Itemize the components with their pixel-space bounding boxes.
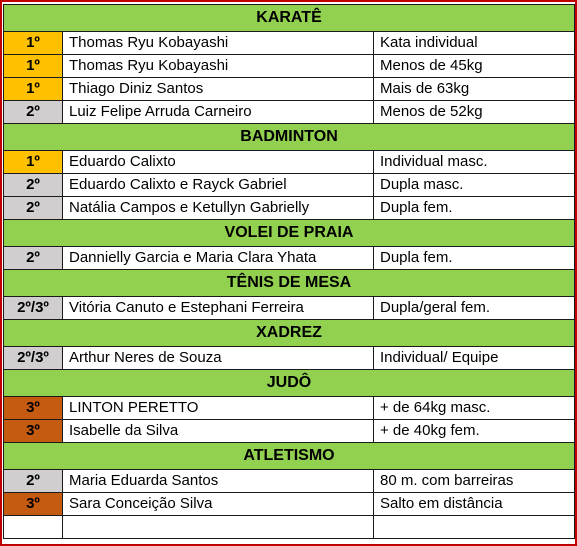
sport-header-row xyxy=(4,270,575,297)
event-cell: + de 40kg fem. xyxy=(374,420,575,443)
results-body xyxy=(4,5,575,539)
event-cell: Menos de 45kg xyxy=(374,55,575,78)
placement-cell: 2º xyxy=(4,247,63,270)
result-row xyxy=(4,55,575,78)
athlete-name-cell: Natália Campos e Ketullyn Gabrielly xyxy=(63,197,374,220)
athlete-name-cell: Dannielly Garcia e Maria Clara Yhata xyxy=(63,247,374,270)
sport-title: JUDÔ xyxy=(4,370,575,397)
results-table xyxy=(3,4,575,539)
sport-header-row xyxy=(4,220,575,247)
event-cell: Individual masc. xyxy=(374,151,575,174)
athlete-name-cell: Isabelle da Silva xyxy=(63,420,374,443)
result-row xyxy=(4,493,575,516)
athlete-name-cell: Arthur Neres de Souza xyxy=(63,347,374,370)
event-cell: Mais de 63kg xyxy=(374,78,575,101)
placement-cell: 2º xyxy=(4,174,63,197)
event-cell: Individual/ Equipe xyxy=(374,347,575,370)
empty-row xyxy=(4,516,575,539)
sport-header-row xyxy=(4,5,575,32)
sport-header-row xyxy=(4,320,575,347)
result-row xyxy=(4,297,575,320)
result-row xyxy=(4,32,575,55)
result-row xyxy=(4,420,575,443)
placement-cell: 3º xyxy=(4,397,63,420)
placement-cell: 1º xyxy=(4,55,63,78)
sport-header-row xyxy=(4,124,575,151)
placement-cell: 2º/3º xyxy=(4,297,63,320)
athlete-name-cell: Thomas Ryu Kobayashi xyxy=(63,55,374,78)
empty-cell xyxy=(374,516,575,539)
event-cell: 80 m. com barreiras xyxy=(374,470,575,493)
result-row xyxy=(4,174,575,197)
result-row xyxy=(4,78,575,101)
placement-cell: 1º xyxy=(4,32,63,55)
athlete-name-cell: Vitória Canuto e Estephani Ferreira xyxy=(63,297,374,320)
placement-cell: 3º xyxy=(4,420,63,443)
placement-cell: 3º xyxy=(4,493,63,516)
sport-header-row xyxy=(4,370,575,397)
athlete-name-cell: Maria Eduarda Santos xyxy=(63,470,374,493)
sport-title: KARATÊ xyxy=(4,5,575,32)
athlete-name-cell: Thiago Diniz Santos xyxy=(63,78,374,101)
event-cell: Kata individual xyxy=(374,32,575,55)
placement-cell: 2º xyxy=(4,197,63,220)
athlete-name-cell: LINTON PERETTO xyxy=(63,397,374,420)
result-row xyxy=(4,197,575,220)
result-row xyxy=(4,101,575,124)
event-cell: Dupla/geral fem. xyxy=(374,297,575,320)
event-cell: Dupla fem. xyxy=(374,197,575,220)
placement-cell: 1º xyxy=(4,151,63,174)
result-row xyxy=(4,151,575,174)
sport-title: VOLEI DE PRAIA xyxy=(4,220,575,247)
athlete-name-cell: Luiz Felipe Arruda Carneiro xyxy=(63,101,374,124)
result-row xyxy=(4,397,575,420)
athlete-name-cell: Eduardo Calixto e Rayck Gabriel xyxy=(63,174,374,197)
event-cell: Salto em distância xyxy=(374,493,575,516)
event-cell: Dupla fem. xyxy=(374,247,575,270)
result-row xyxy=(4,347,575,370)
sport-header-row xyxy=(4,443,575,470)
placement-cell: 2º xyxy=(4,470,63,493)
empty-cell xyxy=(4,516,63,539)
athlete-name-cell: Eduardo Calixto xyxy=(63,151,374,174)
sport-title: XADREZ xyxy=(4,320,575,347)
placement-cell: 2º xyxy=(4,101,63,124)
result-row xyxy=(4,247,575,270)
athlete-name-cell: Thomas Ryu Kobayashi xyxy=(63,32,374,55)
sport-title: ATLETISMO xyxy=(4,443,575,470)
event-cell: + de 64kg masc. xyxy=(374,397,575,420)
sport-title: BADMINTON xyxy=(4,124,575,151)
athlete-name-cell: Sara Conceição Silva xyxy=(63,493,374,516)
result-row xyxy=(4,470,575,493)
placement-cell: 1º xyxy=(4,78,63,101)
placement-cell: 2º/3º xyxy=(4,347,63,370)
sport-title: TÊNIS DE MESA xyxy=(4,270,575,297)
event-cell: Dupla masc. xyxy=(374,174,575,197)
event-cell: Menos de 52kg xyxy=(374,101,575,124)
empty-cell xyxy=(63,516,374,539)
